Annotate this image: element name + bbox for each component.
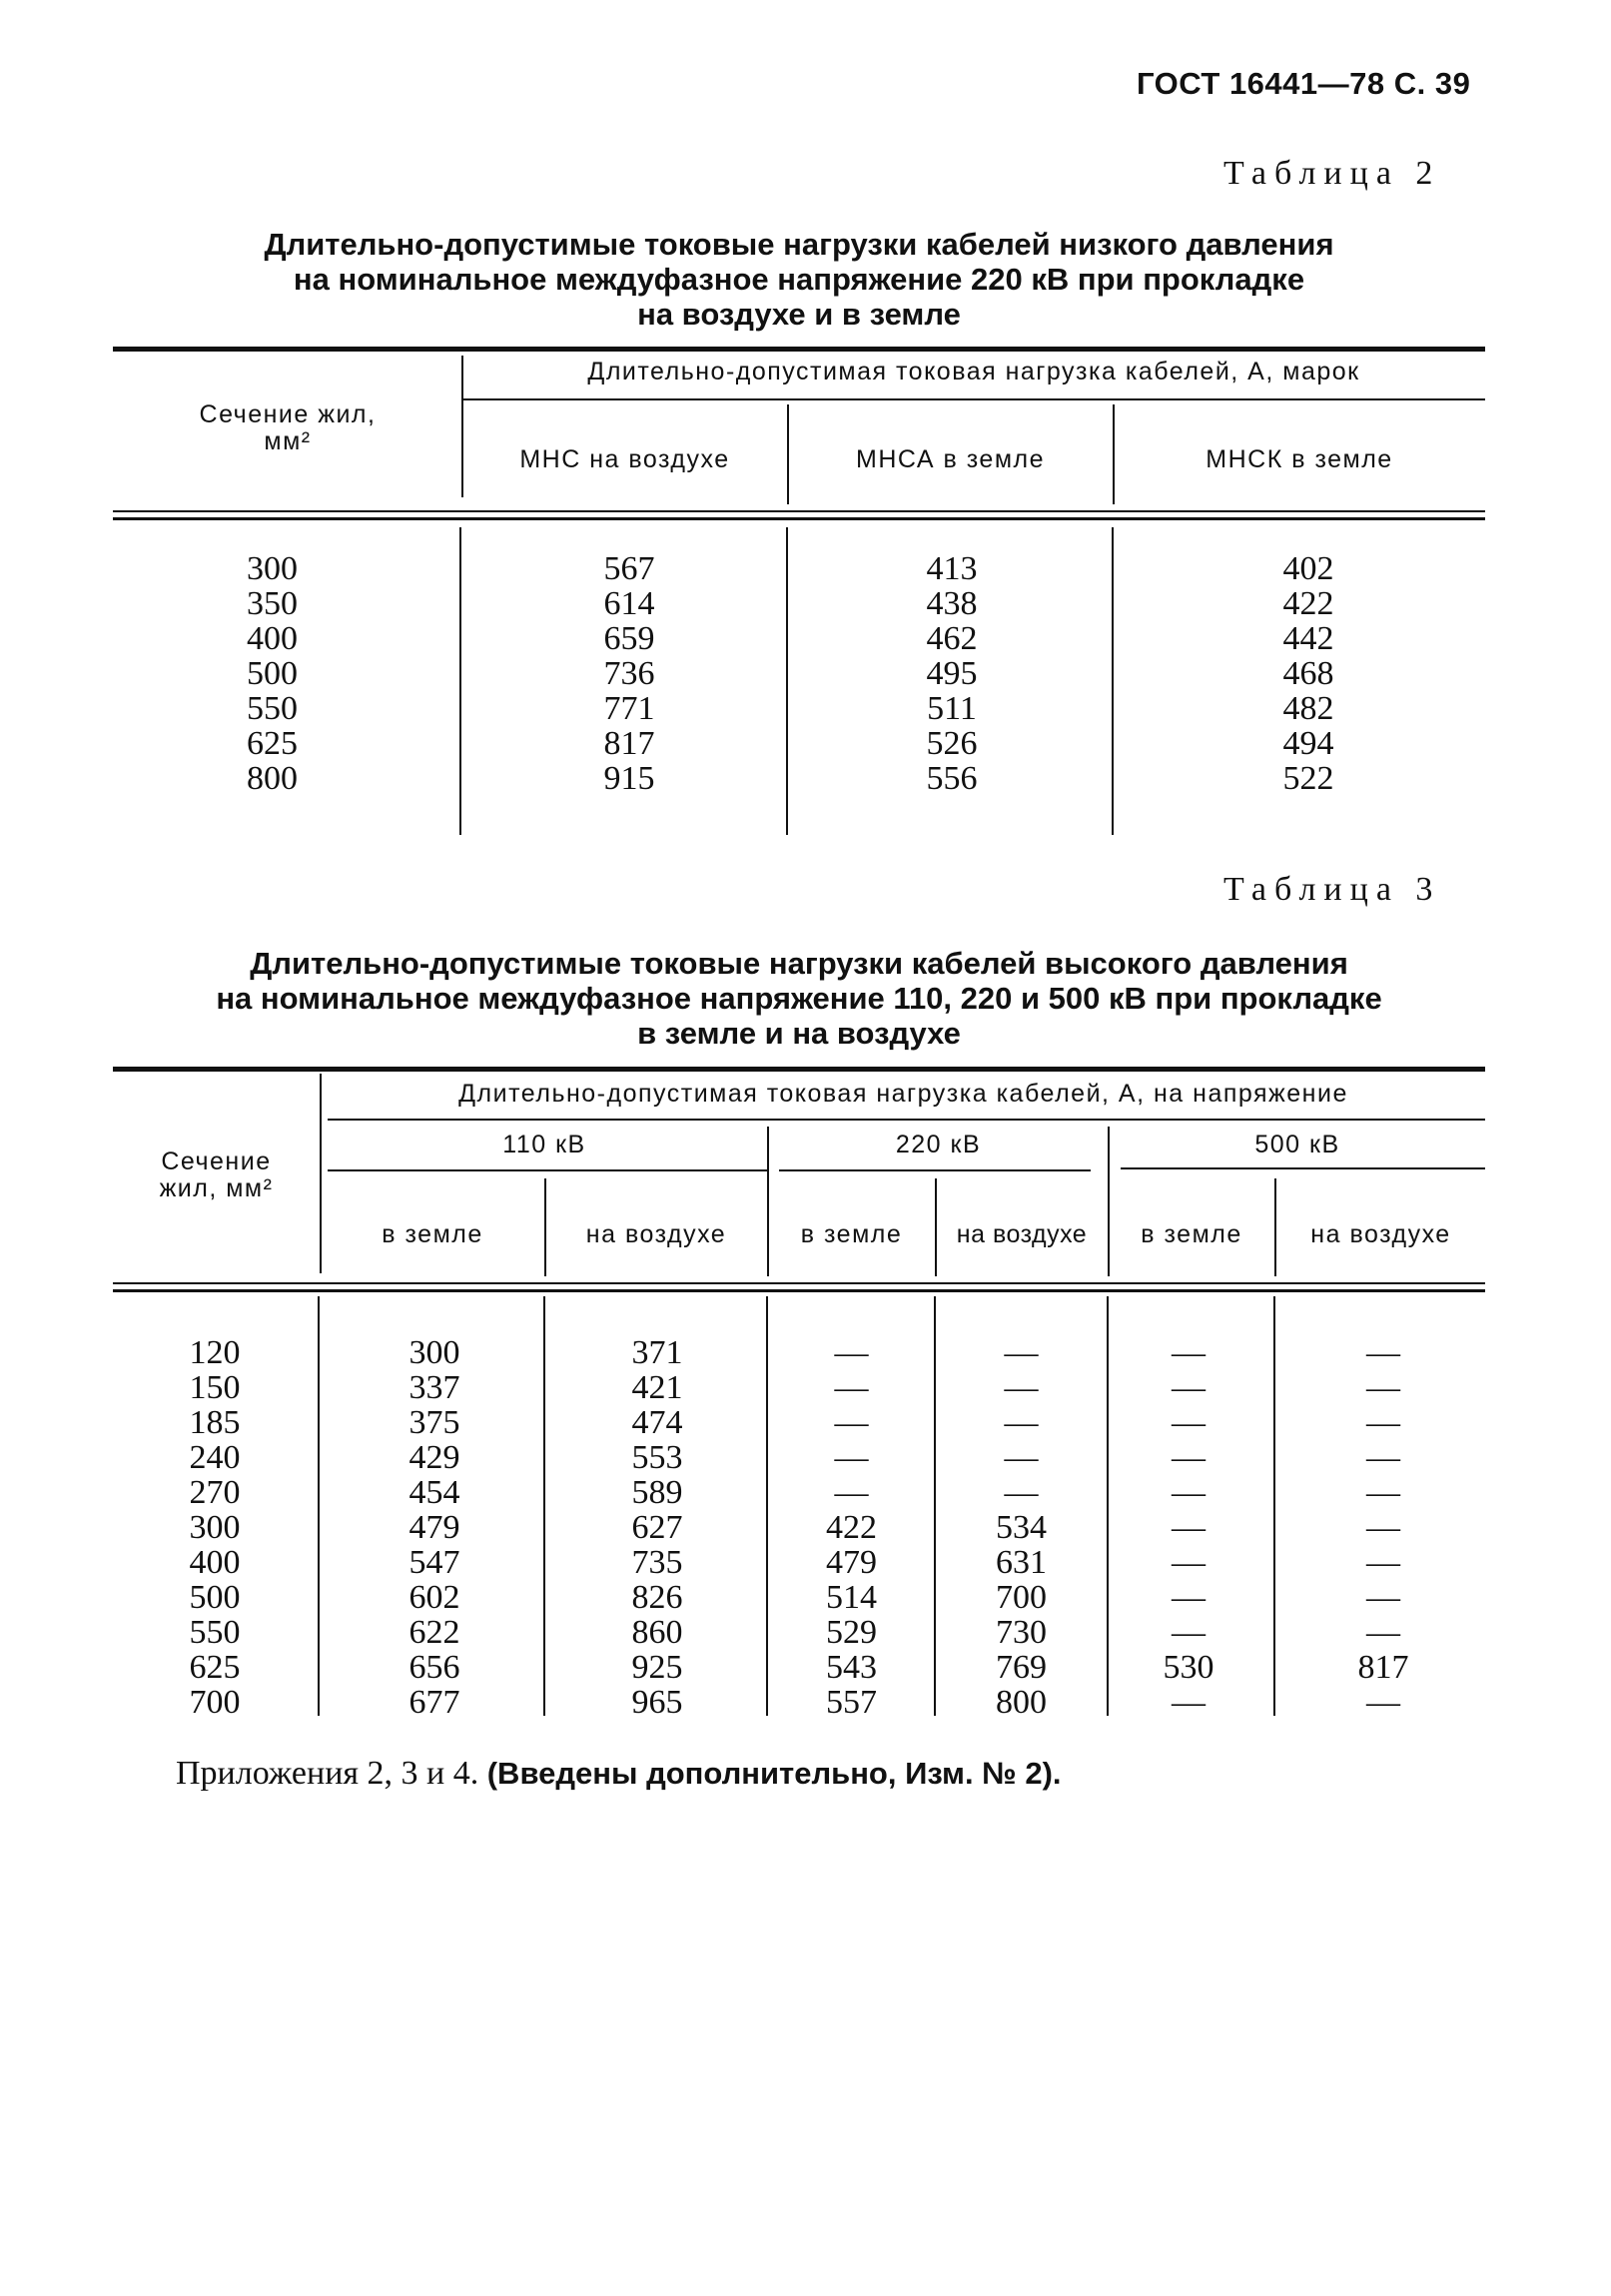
- table-cell: —: [1172, 1684, 1206, 1721]
- table-cell: 240: [189, 1439, 241, 1476]
- table2-caption-line: на воздухе и в земле: [637, 297, 961, 332]
- table3-col-500-ground: [1129, 1335, 1248, 1720]
- table-cell: 429: [408, 1439, 460, 1476]
- table-cell: 150: [189, 1369, 241, 1406]
- table-cell: 300: [189, 1509, 241, 1546]
- table-cell: 422: [1282, 585, 1334, 622]
- table3-divider: [543, 1296, 545, 1716]
- table-cell: 337: [408, 1369, 460, 1406]
- table-cell: —: [1366, 1334, 1400, 1371]
- table-cell: —: [834, 1369, 869, 1406]
- table3-divider: [318, 1296, 320, 1716]
- table-cell: —: [834, 1404, 869, 1441]
- table3-col-500-air: [1323, 1335, 1443, 1720]
- table3-group-rule: [328, 1119, 1485, 1121]
- table-cell: 965: [631, 1684, 683, 1721]
- table3-sub-header: в земле: [800, 1220, 903, 1248]
- table2-header-rule: [113, 510, 1485, 520]
- page-header: ГОСТ 16441—78 С. 39: [1137, 66, 1471, 101]
- table-cell: 800: [996, 1684, 1047, 1721]
- table-cell: 495: [926, 655, 978, 692]
- footnote-bold: (Введены дополнительно, Изм. № 2).: [486, 1756, 1062, 1791]
- table2-divider: [459, 527, 461, 835]
- table2-col-mns: [569, 551, 689, 796]
- table2-group-header: Длительно-допустимая токовая нагрузка кабелей, А, марок: [587, 358, 1360, 385]
- table-cell: —: [1366, 1614, 1400, 1651]
- table-cell: 736: [603, 655, 655, 692]
- table-cell: 915: [603, 760, 655, 797]
- table-cell: 479: [408, 1509, 460, 1546]
- table2-col-mnsk: [1248, 551, 1368, 796]
- table3-sub-header: на воздухе: [585, 1220, 727, 1248]
- table-cell: —: [1366, 1544, 1400, 1581]
- table2-caption: [100, 227, 1498, 332]
- table3-sub-header: на воздухе: [956, 1220, 1088, 1248]
- table-cell: 826: [631, 1579, 683, 1616]
- table-cell: 700: [996, 1579, 1047, 1616]
- table-cell: —: [1366, 1684, 1400, 1721]
- table-cell: 553: [631, 1439, 683, 1476]
- table-cell: 454: [408, 1474, 460, 1511]
- table3-col-110-air: [597, 1335, 717, 1720]
- table-cell: 522: [1282, 760, 1334, 797]
- table-cell: —: [1004, 1439, 1039, 1476]
- table3-col-110-ground: [375, 1335, 494, 1720]
- table-cell: 656: [408, 1649, 460, 1686]
- table-cell: —: [1172, 1439, 1206, 1476]
- table-cell: 614: [603, 585, 655, 622]
- table2-col-section: [200, 551, 345, 796]
- table3-divider: [934, 1296, 936, 1716]
- table-cell: 482: [1282, 690, 1334, 727]
- table-cell: —: [1172, 1334, 1206, 1371]
- table-cell: 730: [996, 1614, 1047, 1651]
- table-cell: 270: [189, 1474, 241, 1511]
- table2-col-header-mns: МНС на воздухе: [519, 445, 730, 473]
- table-cell: 120: [189, 1334, 241, 1371]
- table-cell: —: [1004, 1369, 1039, 1406]
- table-cell: —: [1366, 1579, 1400, 1616]
- table3-voltage-header: 220 кВ: [895, 1131, 982, 1158]
- table-cell: 567: [603, 550, 655, 587]
- table3-group-header: Длительно-допустимая токовая нагрузка кабелей, А, на напряжение: [458, 1080, 1348, 1108]
- table3-col-section: [150, 1335, 280, 1720]
- table3-sub-header: на воздухе: [1310, 1220, 1451, 1248]
- table-cell: 511: [927, 690, 977, 727]
- table-cell: —: [1366, 1474, 1400, 1511]
- table-cell: 800: [247, 760, 298, 797]
- footnote-plain: Приложения 2, 3 и 4.: [176, 1755, 479, 1792]
- table-cell: 421: [631, 1369, 683, 1406]
- table-cell: 557: [826, 1684, 877, 1721]
- table-cell: —: [1366, 1404, 1400, 1441]
- table3-top-rule: [113, 1067, 1485, 1072]
- table-cell: 659: [603, 620, 655, 657]
- table3-section-header-line: Сечение: [161, 1148, 272, 1175]
- table-cell: 550: [189, 1614, 241, 1651]
- table3-voltage-rule: [779, 1169, 1091, 1171]
- table3-col-220-air: [959, 1335, 1084, 1720]
- table2-col-header-mnsk: МНСК в земле: [1206, 445, 1393, 473]
- table-cell: 474: [631, 1404, 683, 1441]
- table-cell: —: [1366, 1439, 1400, 1476]
- table-cell: —: [1004, 1404, 1039, 1441]
- footnote: [176, 1755, 1062, 1793]
- table2-section-header: [113, 401, 462, 455]
- table-cell: 925: [631, 1649, 683, 1686]
- table-cell: 514: [826, 1579, 877, 1616]
- table2-group-rule: [462, 398, 1485, 400]
- table-cell: 438: [926, 585, 978, 622]
- table-cell: 602: [408, 1579, 460, 1616]
- table-cell: —: [1172, 1474, 1206, 1511]
- table3-voltage-header: 110 кВ: [502, 1131, 586, 1158]
- table3-section-header: [113, 1148, 320, 1202]
- table-cell: 500: [247, 655, 298, 692]
- table3-section-header-line: жил, мм²: [159, 1174, 274, 1202]
- table3-voltage-rule: [1121, 1167, 1485, 1169]
- table-cell: 817: [603, 725, 655, 762]
- table-cell: 375: [408, 1404, 460, 1441]
- table3-divider: [1107, 1296, 1109, 1716]
- table-cell: 631: [996, 1544, 1047, 1581]
- table-cell: 700: [189, 1684, 241, 1721]
- table-cell: 300: [247, 550, 298, 587]
- table-cell: —: [834, 1474, 869, 1511]
- table-cell: —: [1172, 1544, 1206, 1581]
- table-cell: 622: [408, 1614, 460, 1651]
- table3-col-220-ground: [789, 1335, 914, 1720]
- table-cell: 494: [1282, 725, 1334, 762]
- table3-caption-line: в земле и на воздухе: [637, 1016, 961, 1051]
- table2-section-header-line: Сечение жил,: [199, 400, 377, 428]
- table2-caption-line: на номинальное междуфазное напряжение 220 кВ при прокладке: [293, 262, 1305, 297]
- table3-divider: [1273, 1296, 1275, 1716]
- table-cell: 735: [631, 1544, 683, 1581]
- table-cell: 677: [408, 1684, 460, 1721]
- table-cell: —: [1172, 1614, 1206, 1651]
- table3-label: Таблица 3: [1223, 871, 1441, 908]
- table-cell: 625: [189, 1649, 241, 1686]
- table-cell: 500: [189, 1579, 241, 1616]
- table-cell: 442: [1282, 620, 1334, 657]
- table-cell: 556: [926, 760, 978, 797]
- table3-header-rule: [113, 1282, 1485, 1292]
- table-cell: 371: [631, 1334, 683, 1371]
- table-cell: —: [834, 1334, 869, 1371]
- table-cell: 400: [189, 1544, 241, 1581]
- table-cell: 413: [926, 550, 978, 587]
- table-cell: 185: [189, 1404, 241, 1441]
- table2-col-mnsa: [892, 551, 1012, 796]
- table-cell: —: [1366, 1369, 1400, 1406]
- table2-caption-line: Длительно-допустимые токовые нагрузки кабелей низкого давления: [264, 227, 1334, 262]
- table3-sub-header: в земле: [1141, 1220, 1242, 1248]
- table2-section-header-line: мм²: [264, 427, 312, 455]
- table-cell: —: [1172, 1579, 1206, 1616]
- table3-caption: [100, 946, 1498, 1051]
- table-cell: 422: [826, 1509, 877, 1546]
- table-cell: 526: [926, 725, 978, 762]
- table-cell: 479: [826, 1544, 877, 1581]
- table3-voltage-rule: [328, 1169, 767, 1171]
- table-cell: —: [1172, 1369, 1206, 1406]
- table-cell: —: [1004, 1334, 1039, 1371]
- table-cell: 529: [826, 1614, 877, 1651]
- table-cell: 534: [996, 1509, 1047, 1546]
- table-cell: 468: [1282, 655, 1334, 692]
- table3-caption-line: Длительно-допустимые токовые нагрузки кабелей высокого давления: [250, 946, 1348, 981]
- table-cell: 543: [826, 1649, 877, 1686]
- table2-top-rule: [113, 347, 1485, 352]
- table-cell: 462: [926, 620, 978, 657]
- table-cell: 769: [996, 1649, 1047, 1686]
- table-cell: 627: [631, 1509, 683, 1546]
- table-cell: 860: [631, 1614, 683, 1651]
- table-cell: 400: [247, 620, 298, 657]
- table-cell: 547: [408, 1544, 460, 1581]
- table2-divider: [1112, 527, 1114, 835]
- table3-divider: [766, 1296, 768, 1716]
- table2-divider: [786, 527, 788, 835]
- table-cell: 589: [631, 1474, 683, 1511]
- table-cell: 300: [408, 1334, 460, 1371]
- table-cell: —: [834, 1439, 869, 1476]
- table-cell: 350: [247, 585, 298, 622]
- table-cell: 550: [247, 690, 298, 727]
- table3-voltage-header: 500 кВ: [1254, 1131, 1340, 1158]
- table3-caption-line: на номинальное междуфазное напряжение 110, 220 и 500 кВ при прокладке: [216, 981, 1382, 1016]
- table-cell: 771: [603, 690, 655, 727]
- table-cell: —: [1366, 1509, 1400, 1546]
- table2-label: Таблица 2: [1223, 155, 1441, 192]
- table-cell: 817: [1357, 1649, 1409, 1686]
- table-cell: —: [1172, 1404, 1206, 1441]
- table-cell: 402: [1282, 550, 1334, 587]
- table3-sub-header: в земле: [382, 1220, 483, 1248]
- table2-col-header-mnsa: МНСА в земле: [856, 445, 1045, 473]
- table-cell: 530: [1163, 1649, 1214, 1686]
- table-cell: 625: [247, 725, 298, 762]
- table-cell: —: [1004, 1474, 1039, 1511]
- table-cell: —: [1172, 1509, 1206, 1546]
